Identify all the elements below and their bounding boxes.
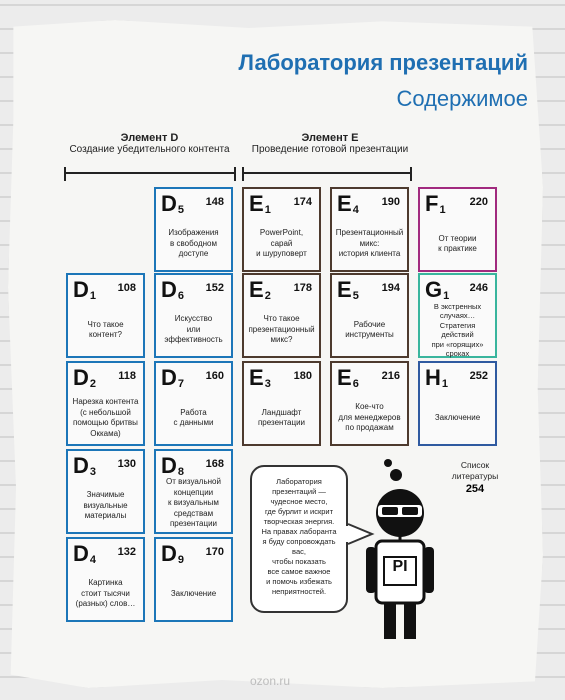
watermark: ozon.ru (250, 674, 291, 688)
cell-description: Картинка стоит тысячи (разных) слов… (75, 578, 136, 609)
cell-page-number: 170 (205, 546, 224, 558)
mascot-badge: PI (392, 558, 408, 575)
cell-d5[interactable] (154, 187, 233, 272)
cell-description: В экстренных случаях… Стратегия действий при «горящих» сроках (431, 301, 484, 358)
cell-d1[interactable] (66, 273, 145, 358)
cell-d6[interactable] (154, 273, 233, 358)
cell-d7[interactable] (154, 361, 233, 446)
cell-description: Значимые визуальные материалы (83, 490, 128, 521)
cell-description: От визуальной концепции к визуальным средствам презентации (166, 477, 221, 529)
cell-symbol: $G_1$ (425, 277, 450, 302)
section-d-subtitle: Создание убедительного контента (69, 144, 230, 155)
cell-symbol: $D_6$ (161, 277, 185, 302)
cell-symbol: $E_3$ (249, 365, 271, 390)
cell-description: Что такое презентационный микс? (248, 314, 315, 345)
cell-symbol: $D_2$ (73, 365, 97, 390)
cell-symbol: $D_3$ (73, 453, 97, 478)
cell-d9[interactable] (154, 537, 233, 622)
section-d-bracket (64, 172, 236, 186)
cell-description: Изображения в свободном доступе (168, 228, 219, 259)
cell-description: Что такое контент? (87, 319, 124, 339)
cell-page-number: 108 (117, 282, 136, 294)
cell-symbol: $H_1$ (425, 365, 449, 390)
cell-symbol: $E_5$ (337, 277, 359, 302)
cell-page-number: 190 (381, 196, 400, 208)
lab-assistant-mascot-icon (360, 455, 440, 650)
cell-description: Презентационный микс: история клиента (335, 228, 404, 259)
cell-page-number: 148 (205, 196, 224, 208)
speech-bubble: Лаборатория презентаций — чудесное место, где бурлит и искрит творческая энергия. На правах лаборанта я буду сопровождать вас, чтобы показать все самое важное и помочь избежать неприятностей. (250, 465, 348, 613)
cell-d2[interactable] (66, 361, 145, 446)
cell-page-number: 252 (469, 370, 488, 382)
cell-symbol: $D_8$ (161, 453, 185, 478)
cell-page-number: 118 (118, 370, 136, 382)
cell-description: Кое-что для менеджеров по продажам (338, 402, 401, 433)
section-e-title: Элемент E (301, 132, 359, 144)
cell-page-number: 168 (205, 458, 224, 470)
cell-g1[interactable] (418, 273, 497, 358)
cell-e6[interactable] (330, 361, 409, 446)
cell-description: Рабочие инструменты (345, 319, 394, 339)
cell-symbol: $E_1$ (249, 191, 271, 216)
page-title: Лаборатория презентаций (238, 50, 528, 75)
cell-page-number: 178 (293, 282, 312, 294)
cell-description: Искусство или эффективность (164, 314, 223, 345)
cell-description: Нарезка контента (с небольшой помощью бритвы Оккама) (72, 397, 139, 438)
cell-e1[interactable] (242, 187, 321, 272)
cell-page-number: 152 (205, 282, 224, 294)
cell-symbol: $D_1$ (73, 277, 97, 302)
cell-symbol: $D_5$ (161, 191, 185, 216)
cell-symbol: $F_1$ (425, 191, 446, 216)
cell-symbol: $D_4$ (73, 541, 97, 566)
section-e-subtitle: Проведение готовой презентации (251, 144, 409, 155)
section-e-header (240, 132, 420, 155)
cell-page-number: 246 (469, 282, 488, 294)
cell-page-number: 180 (293, 370, 312, 382)
cell-e3[interactable] (242, 361, 321, 446)
cell-description: От теории к практике (438, 233, 477, 253)
cell-page-number: 160 (205, 370, 224, 382)
cell-page-number: 132 (117, 546, 136, 558)
references-label: Список литературы (451, 460, 499, 481)
cell-h1[interactable] (418, 361, 497, 446)
cell-symbol: $D_7$ (161, 365, 185, 390)
page-subtitle: Содержимое (396, 86, 528, 111)
cell-page-number: 220 (469, 196, 488, 208)
cell-description: PowerPoint, сарай и шуруповерт (256, 228, 307, 259)
cell-e5[interactable] (330, 273, 409, 358)
references-page-number: 254 (465, 483, 485, 495)
cell-d4[interactable] (66, 537, 145, 622)
cell-page-number: 130 (117, 458, 136, 470)
cell-description: Работа с данными (173, 407, 214, 427)
cell-d3[interactable] (66, 449, 145, 534)
cell-description: Ландшафт презентации (257, 407, 306, 427)
cell-e4[interactable] (330, 187, 409, 272)
cell-description: Заключение (434, 412, 481, 422)
cell-page-number: 216 (381, 370, 400, 382)
cell-symbol: $D_9$ (161, 541, 185, 566)
cell-page-number: 174 (293, 196, 312, 208)
cell-symbol: $E_6$ (337, 365, 359, 390)
cell-description: Заключение (170, 588, 217, 598)
section-d-title: Элемент D (120, 132, 179, 144)
cell-page-number: 194 (381, 282, 400, 294)
section-e-bracket (242, 172, 412, 186)
cell-symbol: $E_2$ (249, 277, 271, 302)
cell-f1[interactable] (418, 187, 497, 272)
cell-d8[interactable] (154, 449, 233, 534)
cell-symbol: $E_4$ (337, 191, 359, 216)
section-d-header (62, 132, 237, 155)
cell-e2[interactable] (242, 273, 321, 358)
